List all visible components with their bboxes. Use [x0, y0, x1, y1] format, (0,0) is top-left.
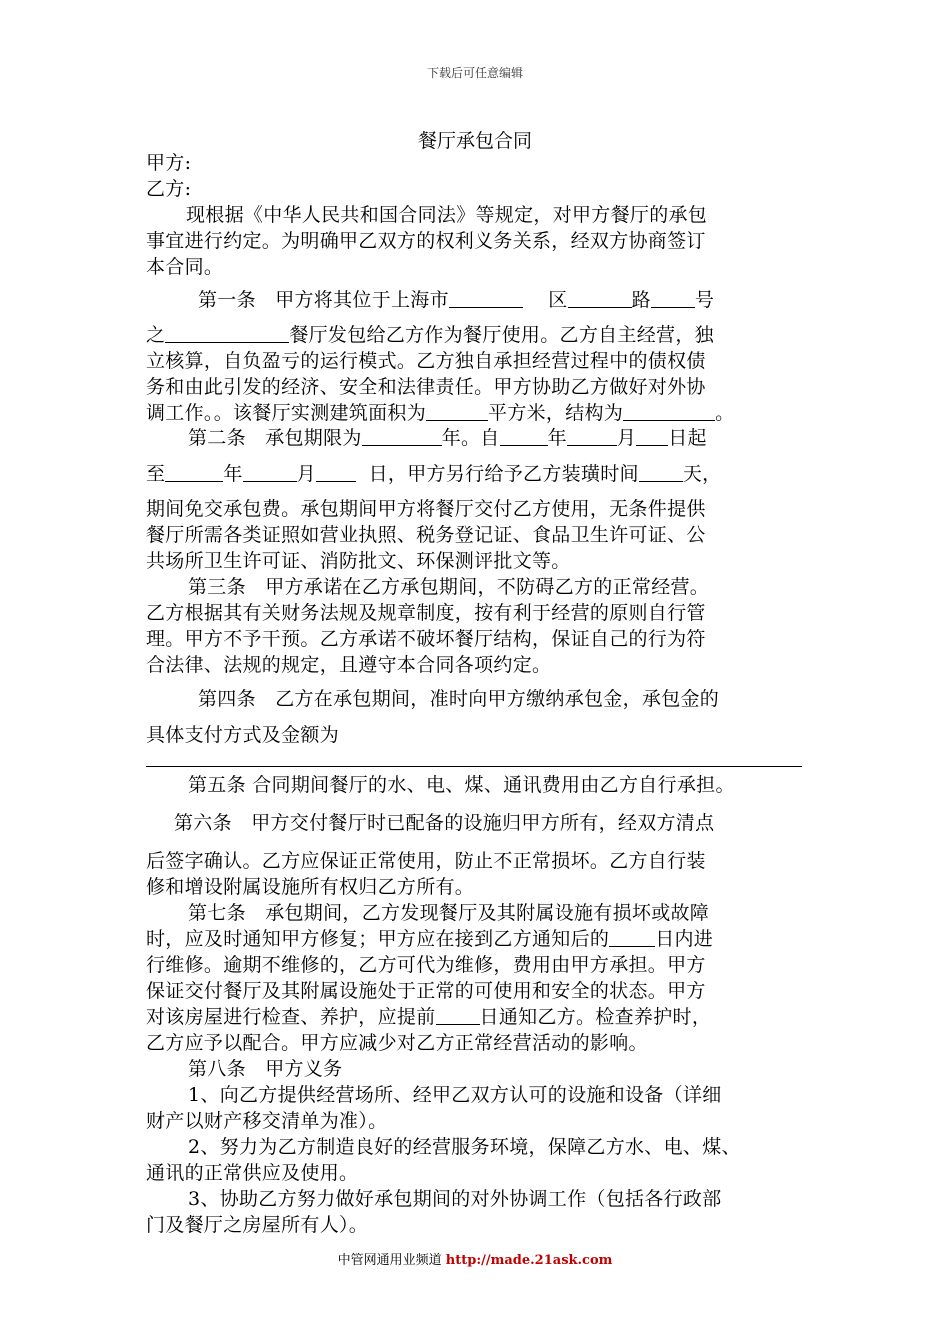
- article-7-text: 对该房屋进行检查、养护，应提前: [146, 1006, 436, 1028]
- blank-field[interactable]: [426, 402, 488, 421]
- article-7-line: [146, 1004, 711, 1030]
- article-1-text: 区: [548, 289, 568, 311]
- article-8-item: 2、努力为乙方制造良好的经营服务环境，保障乙方水、电、煤、: [188, 1136, 741, 1158]
- article-8-item: 财产以财产移交清单为准）。: [146, 1110, 388, 1132]
- blank-field[interactable]: [500, 427, 548, 446]
- article-8-item: 3、协助乙方努力做好承包期间的对外协调工作（包括各行政部: [188, 1188, 722, 1210]
- blank-field[interactable]: [623, 402, 715, 421]
- article-7-text: 时，应及时通知甲方修复；甲方应在接到乙方通知后的: [146, 928, 610, 950]
- article-4-line: 具体支付方式及金额为: [146, 724, 340, 746]
- page-header-note: 下载后可任意编辑: [426, 66, 523, 80]
- article-1-text: 餐厅发包给乙方作为餐厅使用。乙方自主经营，独: [289, 324, 714, 346]
- article-1-line: [198, 287, 714, 313]
- article-1-line: 立核算，自负盈亏的运行模式。乙方独自承担经营过程中的债权债: [146, 350, 706, 372]
- article-2-text: 年。自: [441, 427, 500, 449]
- party-b-line: 乙方:: [146, 178, 192, 200]
- blank-field[interactable]: [449, 289, 523, 308]
- article-2-text: 年: [223, 463, 243, 485]
- article-2-text: 至: [146, 463, 166, 485]
- article-3-line: 合法律、法规的规定，且遵守本合同各项约定。: [146, 654, 552, 676]
- article-5-line: 第五条 合同期间餐厅的水、电、煤、通讯费用由乙方自行承担。: [188, 774, 735, 796]
- article-1-text: 之: [146, 324, 166, 346]
- article-2-line: 期间免交承包费。承包期间甲方将餐厅交付乙方使用，无条件提供: [146, 498, 706, 520]
- article-7-text: 日内进: [655, 928, 714, 950]
- payment-blank-line[interactable]: [146, 766, 802, 767]
- article-3-line: 第三条 甲方承诺在乙方承包期间，不防碍乙方的正常经营。: [188, 576, 710, 598]
- article-2-text: 日，甲方另行给予乙方装璜时间: [368, 463, 639, 485]
- article-2-line: 餐厅所需各类证照如营业执照、税务登记证、食品卫生许可证、公: [146, 524, 706, 546]
- article-4-line: 第四条 乙方在承包期间，准时向甲方缴纳承包金，承包金的: [198, 688, 720, 710]
- article-7-text: 日通知乙方。检查养护时，: [479, 1006, 712, 1028]
- article-1-text: 调工作。。该餐厅实测建筑面积为: [146, 402, 427, 424]
- party-a-line: 甲方:: [146, 152, 192, 174]
- article-3-line: 乙方根据其有关财务法规及规章制度，按有利于经营的原则自行管: [146, 602, 706, 624]
- preamble-line: 现根据《中华人民共和国合同法》等规定，对甲方餐厅的承包: [186, 204, 708, 226]
- article-1-text: 。: [715, 402, 735, 424]
- blank-field[interactable]: [639, 463, 683, 482]
- preamble-line: 本合同。: [146, 256, 224, 278]
- blank-field[interactable]: [165, 463, 223, 482]
- article-7-line: 第七条 承包期间，乙方发现餐厅及其附属设施有损坏或故障: [188, 902, 710, 924]
- article-6-line: 后签字确认。乙方应保证正常使用，防止不正常损坏。乙方自行装: [146, 850, 706, 872]
- article-6-line: 第六条 甲方交付餐厅时已配备的设施归甲方所有，经双方清点: [174, 812, 715, 834]
- blank-field[interactable]: [316, 463, 356, 482]
- article-3-line: 理。甲方不予干预。乙方承诺不破坏餐厅结构，保证自己的行为符: [146, 628, 706, 650]
- article-1-text: 第一条 甲方将其位于上海市: [198, 289, 449, 311]
- article-2-text: 第二条 承包期限为: [188, 427, 362, 449]
- article-2-text: 月: [296, 463, 316, 485]
- article-1-text: 平方米，结构为: [488, 402, 624, 424]
- document-title: 餐厅承包合同: [417, 130, 532, 152]
- article-8-item: 门及餐厅之房屋所有人）。: [146, 1214, 369, 1236]
- article-8-item: 通讯的正常供应及使用。: [146, 1162, 359, 1184]
- article-1-text: 路: [631, 289, 651, 311]
- preamble-line: 事宜进行约定。为明确甲乙双方的权利义务关系，经双方协商签订: [146, 230, 706, 252]
- article-2-line: [146, 461, 721, 487]
- article-1-line: 务和由此引发的经济、安全和法律责任。甲方协助乙方做好对外协: [146, 376, 706, 398]
- article-2-line: 共场所卫生许可证、消防批文、环保测评批文等。: [146, 550, 571, 572]
- article-7-line: 乙方应予以配合。甲方应减少对乙方正常经营活动的影响。: [146, 1032, 648, 1054]
- article-2-line: [188, 425, 707, 451]
- blank-field[interactable]: [243, 463, 297, 482]
- article-7-line: [146, 926, 713, 952]
- blank-field[interactable]: [651, 289, 695, 308]
- blank-field[interactable]: [165, 324, 289, 343]
- article-6-line: 修和增设附属设施所有权归乙方所有。: [146, 876, 475, 898]
- blank-field[interactable]: [609, 928, 655, 947]
- article-8-item: 1、向乙方提供经营场所、经甲乙双方认可的设施和设备（详细: [188, 1084, 722, 1106]
- article-1-line: [146, 400, 734, 426]
- article-2-text: 天，: [682, 463, 722, 485]
- article-2-text: 年: [547, 427, 567, 449]
- article-2-text: 日起: [668, 427, 707, 449]
- article-7-line: 保证交付餐厅及其附属设施处于正常的可使用和安全的状态。甲方: [146, 980, 706, 1002]
- footer-link[interactable]: http://made.21ask.com: [445, 1253, 613, 1268]
- blank-field[interactable]: [568, 289, 632, 308]
- article-8-heading: 第八条 甲方义务: [188, 1058, 343, 1080]
- blank-field[interactable]: [436, 1006, 480, 1025]
- article-2-text: 月: [616, 427, 637, 449]
- blank-field[interactable]: [362, 427, 442, 446]
- article-7-line: 行维修。逾期不维修的，乙方可代为维修，费用由甲方承担。甲方: [146, 954, 706, 976]
- article-1-line: [146, 322, 714, 348]
- footer-text: 中管网通用业频道: [337, 1253, 442, 1268]
- article-1-text: 号: [694, 289, 715, 311]
- page-footer: [0, 1249, 950, 1268]
- blank-field[interactable]: [636, 427, 668, 446]
- blank-field[interactable]: [567, 427, 617, 446]
